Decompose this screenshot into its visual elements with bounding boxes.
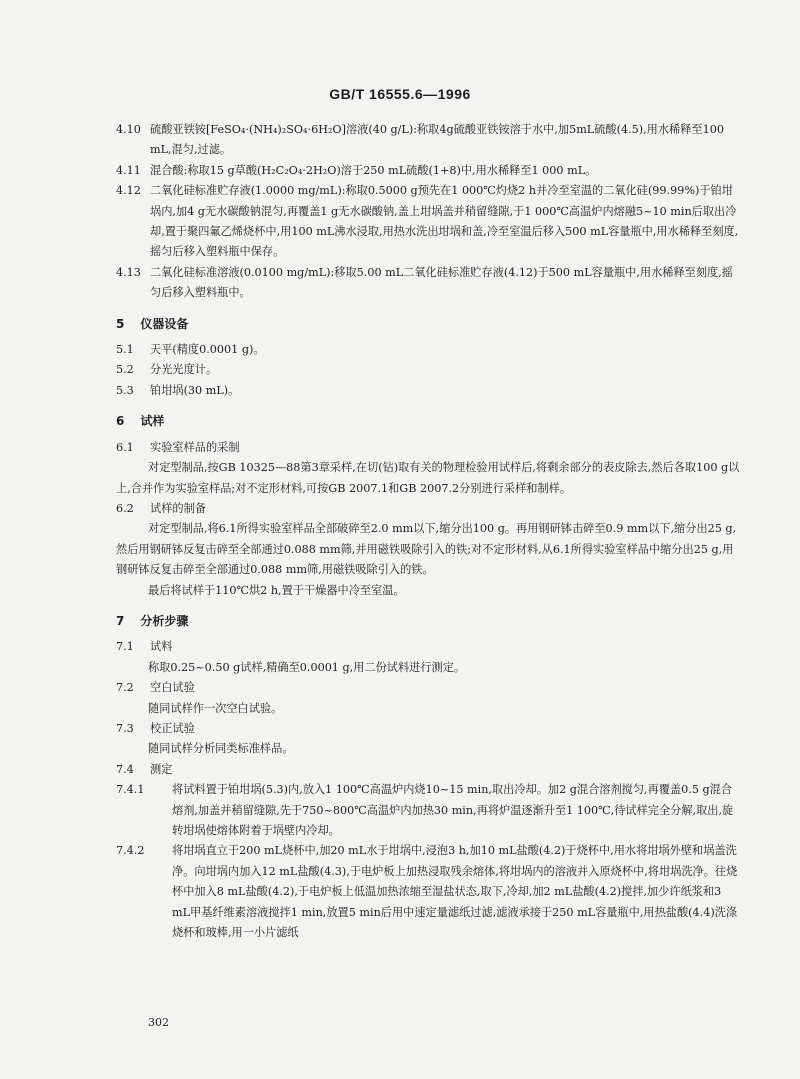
clause-number: 4.10 <box>116 123 141 136</box>
clause-number: 7.3 <box>116 721 134 735</box>
clause-number: 4.12 <box>116 184 141 198</box>
paragraph-6-2-b: 最后将试样于110℃烘2 h,置于干燥器中冷至室温。 <box>148 583 405 597</box>
clause-number: 5.3 <box>116 383 134 397</box>
clause-number: 7.4 <box>116 762 134 776</box>
section-7-heading <box>116 611 740 631</box>
clause-number: 7.4.1 <box>116 783 145 797</box>
equipment-5-3 <box>116 381 740 401</box>
subsection-6-1-heading <box>116 438 740 458</box>
clause-text: 硫酸亚铁铵[FeSO₄·(NH₄)₂SO₄·6H₂O]溶液(40 g/L):称取4g硫酸亚铁铵溶于水中,加5mL硫酸(4.5),用水稀释至100 mL,混匀,过滤。 <box>150 123 724 157</box>
clause-text: 分光光度计。 <box>150 363 218 377</box>
clause-number: 7.1 <box>116 640 134 654</box>
section-5-heading <box>116 314 740 334</box>
paragraph-6-1: 对定型制品,按GB 10325—88第3章采样,在切(钻)取有关的物理检验用试样后,将剩余部分的表皮除去,然后各取100 g以上,合并作为实验室样品;对不定形材料,可按GB 2007.1和GB 2007.2分别进行采样和制样。 <box>116 461 740 495</box>
subsection-title: 实验室样品的采制 <box>150 440 240 454</box>
subsection-title: 试料 <box>150 640 173 654</box>
clause-text: 混合酸:称取15 g草酸(H₂C₂O₄·2H₂O)溶于250 mL硫酸(1+8)中,用水稀释至1 000 mL。 <box>150 163 597 177</box>
subsection-title: 空白试验 <box>150 681 195 695</box>
clause-number: 4.11 <box>116 163 141 177</box>
clause-text: 二氧化硅标准贮存液(1.0000 mg/mL):称取0.5000 g预先在1 000℃灼烧2 h并冷至室温的二氧化硅(99.99%)于铂坩埚内,加4 g无水碳酸钠混匀,再覆盖1 g无水碳酸钠,盖上坩埚盖并稍留缝隙,于1 000℃高温炉内熔融5~10 min后取出冷却,置于聚四氟乙烯烧杯中,用100 mL沸水浸取,用热水洗出坩埚和盖,冷至室温后移入500 mL容量瓶中,用水稀释至刻度,摇匀后移入塑料瓶中保存。 <box>150 184 739 259</box>
subsection-6-2-heading <box>116 499 740 519</box>
equipment-5-1 <box>116 340 740 360</box>
clause-number: 6.1 <box>116 440 134 454</box>
reagent-4-12 <box>116 181 740 263</box>
clause-text: 将试料置于铂坩埚(5.3)内,放入1 100℃高温炉内烧10~15 min,取出冷却。加2 g混合溶剂搅匀,再覆盖0.5 g混合熔剂,加盖并稍留缝隙,先于750~800℃高温炉内加热30 min,再将炉温逐渐升至1 100℃,待试样完全分解,取出,旋转坩埚使熔体附着于埚壁内冷却。 <box>172 783 734 837</box>
paragraph-7-1: 称取0.25~0.50 g试样,精确至0.0001 g,用二份试料进行测定。 <box>148 660 466 674</box>
clause-text: 铂坩埚(30 mL)。 <box>150 383 240 397</box>
section-number: 7 <box>116 613 125 628</box>
reagent-4-13 <box>116 263 740 304</box>
section-6-heading <box>116 411 740 431</box>
paragraph-7-2: 随同试样作一次空白试验。 <box>148 701 283 715</box>
section-number: 5 <box>116 316 125 331</box>
clause-number: 5.2 <box>116 363 134 377</box>
clause-number: 7.2 <box>116 681 134 695</box>
equipment-5-2 <box>116 360 740 380</box>
section-number: 6 <box>116 414 125 429</box>
subsection-7-1-heading <box>116 637 740 657</box>
clause-number: 5.1 <box>116 343 134 357</box>
clause-7-4-1 <box>116 780 740 841</box>
subsection-7-3-heading <box>116 719 740 739</box>
subsection-title: 校正试验 <box>150 721 195 735</box>
clause-number: 6.2 <box>116 501 134 515</box>
clause-number: 4.13 <box>116 265 141 279</box>
subsection-7-4-heading <box>116 760 740 780</box>
clause-text: 将坩埚直立于200 mL烧杯中,加20 mL水于坩埚中,浸泡3 h,加10 mL盐酸(4.2)于烧杯中,用水将坩埚外壁和埚盖洗净。向坩埚内加入12 mL盐酸(4.3),于电炉板上加热浸取残余熔体,将坩埚内的溶液并入原烧杯中,将坩埚洗净。往烧杯中加入8 mL盐酸(4.2),于电炉板上低温加热浓缩至湿盐状态,取下,冷却,加2 mL盐酸(4.2)搅拌,加少许纸浆和3 mL甲基纤维素溶液搅拌1 min,放置5 min后用中速定量滤纸过滤,滤液承接于250 mL容量瓶中,用热盐酸(4.4)洗涤烧杯和玻棒,用一小片滤纸 <box>172 844 738 940</box>
subsection-7-2-heading <box>116 678 740 698</box>
clause-number: 7.4.2 <box>116 844 145 858</box>
section-title: 仪器设备 <box>140 316 189 331</box>
clause-7-4-2 <box>116 841 740 943</box>
subsection-title: 试样的制备 <box>150 501 206 515</box>
subsection-title: 测定 <box>150 762 173 776</box>
reagent-4-11 <box>116 161 740 181</box>
standard-header: GB/T 16555.6—1996 <box>329 86 471 102</box>
paragraph-6-2-a: 对定型制品,将6.1所得实验室样品全部破碎至2.0 mm以下,缩分出100 g。再用钢研钵击碎至0.9 mm以下,缩分出25 g,然后用钢研钵反复击碎至全部通过0.088 mm筛,并用磁铁吸除引入的铁;对不定形材料,从6.1所得实验室样品中缩分出25 g,用钢研钵反复击碎至全部通过0.088 mm筛,用磁铁吸除引入的铁。 <box>116 522 737 577</box>
section-title: 分析步骤 <box>140 613 189 628</box>
page-number: 302 <box>148 1016 169 1029</box>
clause-text: 天平(精度0.0001 g)。 <box>150 343 265 357</box>
document-body <box>116 120 740 943</box>
paragraph-7-3: 随同试样分析同类标准样品。 <box>148 742 294 756</box>
clause-text: 二氧化硅标准溶液(0.0100 mg/mL):移取5.00 mL二氧化硅标准贮存液(4.12)于500 mL容量瓶中,用水稀释至刻度,摇匀后移入塑料瓶中。 <box>150 265 733 300</box>
section-title: 试样 <box>140 414 165 429</box>
reagent-4-10 <box>116 120 740 161</box>
